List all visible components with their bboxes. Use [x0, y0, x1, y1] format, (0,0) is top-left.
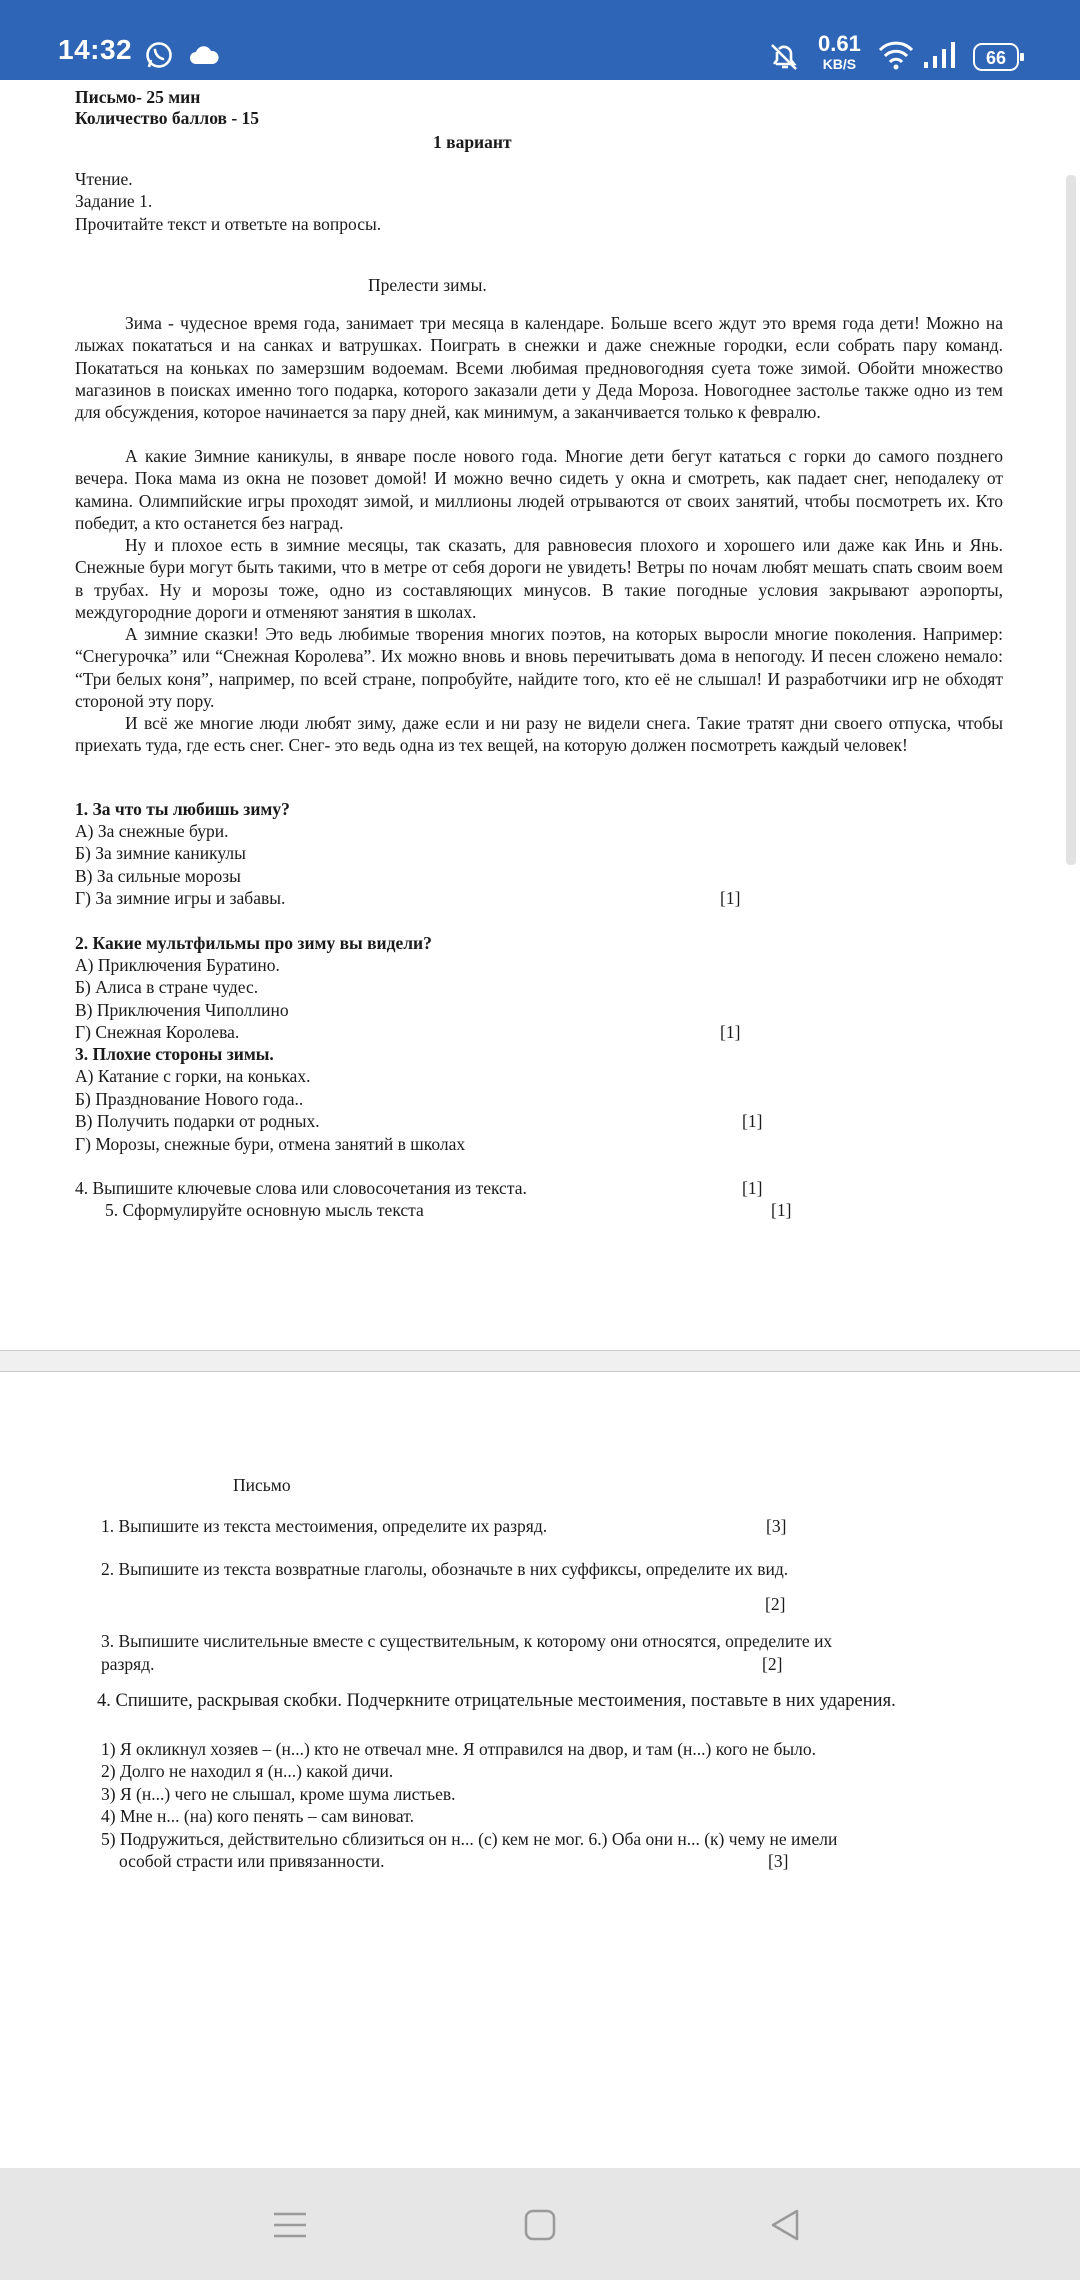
section-reading: Чтение.: [75, 169, 133, 189]
header-time: Письмо- 25 мин: [75, 87, 201, 107]
document-page-2[interactable]: [0, 1372, 1080, 2168]
paragraph-4: А зимние сказки! Это ведь любимые творения многих поэтов, на которых выросли многие поколения. Например: “Снегурочка” или “Снежная Королева”. Их можно вновь и вновь перечитывать дома в непогоду. И песен сложено немало: “Три белых коня”, например, по всей стране, попробуйте, найдите того, кто её не слышал! И разработчики игр не обходят стороной эту пору.: [75, 624, 1003, 711]
question-1: 1. За что ты любишь зиму?: [75, 799, 290, 819]
speed-value: 0.61: [818, 31, 861, 56]
q1-option-c: В) За сильные морозы: [75, 866, 241, 886]
task-label: Задание 1.: [75, 191, 153, 211]
page-separator: [0, 1351, 1080, 1372]
q3-option-c: В) Получить подарки от родных.: [75, 1111, 320, 1131]
document-page-1[interactable]: [0, 80, 1080, 1351]
network-speed: [818, 31, 861, 74]
q1-score: [1]: [720, 888, 741, 908]
battery-icon: 66: [973, 43, 1019, 71]
cloud-icon: [188, 44, 220, 71]
mute-icon: [766, 40, 802, 77]
question-4: 4. Выпишите ключевые слова или словосочетания из текста.: [75, 1178, 527, 1198]
status-bar: [0, 0, 1080, 80]
q1-option-b: Б) За зимние каникулы: [75, 843, 246, 863]
q4-score: [1]: [742, 1178, 763, 1198]
paragraph-3: Ну и плохое есть в зимние месяцы, так сказать, для равновесия плохого и хорошего или даже как Инь и Янь. Снежные бури могут быть такими, что в метре от себя дороги не увидеть! Ветры по ночам любят мешать спать своим воем в трубах. Ну и морозы тоже, одно из составляющих минусов. В такие погодные условия закрывают аэропорты, междугородние дороги и отменяют занятия в школах.: [75, 535, 1003, 622]
writing-task-3-cont: разряд.: [101, 1654, 155, 1674]
sentence-2: 2) Долго не находил я (н...) какой дичи.: [101, 1761, 394, 1781]
q2-score: [1]: [720, 1022, 741, 1042]
instruction: Прочитайте текст и ответьте на вопросы.: [75, 214, 382, 234]
wifi-icon: [878, 40, 914, 75]
paragraph-5: И всё же многие люди любят зиму, даже если и ни разу не видели снега. Такие тратят дни своего отпуска, чтобы приехать туда, где есть снег. Снег- это ведь одна из тех вещей, на которую должен посмотреть каждый человек!: [75, 713, 1003, 756]
writing-task-2-score: [2]: [765, 1594, 786, 1614]
q3-option-a: А) Катание с горки, на коньках.: [75, 1066, 311, 1086]
header-points: Количество баллов - 15: [75, 108, 260, 128]
q2-option-d: Г) Снежная Королева.: [75, 1022, 240, 1042]
home-icon[interactable]: [515, 2200, 565, 2250]
speed-unit: KB/S: [822, 56, 857, 72]
status-time: 14:32: [58, 34, 133, 65]
writing-task-1: 1. Выпишите из текста местоимения, определите их разряд.: [101, 1516, 548, 1536]
variant-title: 1 вариант: [433, 132, 512, 152]
back-icon[interactable]: [760, 2200, 810, 2250]
q3-option-b: Б) Празднование Нового года..: [75, 1089, 304, 1109]
q2-option-c: В) Приключения Чиполлино: [75, 1000, 289, 1020]
sentence-4: 4) Мне н... (на) кого пенять – сам виноват.: [101, 1806, 414, 1826]
paragraph-1: Зима - чудесное время года, занимает три месяца в календаре. Больше всего ждут это время года дети! Можно на лыжах покататься и на санках и ватрушках. Поиграть в снежки и даже снежные городки, если собрать пару команд. Покататься на коньках по замерзшим водоемам. Всеми любимая предновогодняя суета тоже зимой. Обойти множество магазинов в поисках именно того подарка, которого заказали дети у Деда Мороза. Новогоднее застолье также одно из тем для обсуждения, которое начинается за пару дней, как минимум, а заканчивается только к февралю.: [75, 313, 1003, 423]
writing-title: Письмо: [233, 1475, 291, 1495]
scrollbar[interactable]: [1066, 175, 1076, 865]
sentence-1: 1) Я окликнул хозяев – (н...) кто не отвечал мне. Я отправился на двор, и там (н...) кого не было.: [101, 1739, 816, 1759]
question-3: 3. Плохие стороны зимы.: [75, 1044, 274, 1064]
writing-task-2: 2. Выпишите из текста возвратные глаголы, обозначьте в них суффиксы, определите их вид.: [101, 1559, 789, 1579]
whatsapp-icon: [144, 40, 174, 75]
writing-task-4: 4. Спишите, раскрывая скобки. Подчеркните отрицательные местоимения, поставьте в них ударения.: [97, 1691, 896, 1711]
q5-score: [1]: [771, 1200, 792, 1220]
sentence-5-cont: особой страсти или привязанности.: [119, 1851, 385, 1871]
sentence-5: 5) Подружиться, действительно сблизиться он н... (с) кем не мог. 6.) Оба они н... (к) чему не имели: [101, 1829, 838, 1849]
writing-task-3: 3. Выпишите числительные вместе с существительным, к которому они относятся, определите их: [101, 1631, 833, 1651]
paragraph-2: А какие Зимние каникулы, в январе после нового года. Многие дети бегут кататься с горки до самого позднего вечера. Пока мама из окна не позовет домой! И можно вечно сидеть у окна и смотреть, как падает снег, неподалеку от камина. Олимпийские игры проходят зимой, и миллионы людей отрываются от своих занятий, чтобы посмотреть их. Кто победит, а кто останется без наград.: [75, 446, 1003, 533]
navigation-bar: [0, 2168, 1080, 2280]
menu-icon[interactable]: [265, 2200, 315, 2250]
writing-task-3-score: [2]: [762, 1654, 783, 1674]
writing-task-1-score: [3]: [766, 1516, 787, 1536]
q3-option-d: Г) Морозы, снежные бури, отмена занятий в школах: [75, 1134, 466, 1154]
question-5: 5. Сформулируйте основную мысль текста: [105, 1200, 424, 1220]
signal-icon: [922, 40, 958, 75]
question-2: 2. Какие мультфильмы про зиму вы видели?: [75, 933, 432, 953]
q3-score: [1]: [742, 1111, 763, 1131]
q2-option-b: Б) Алиса в стране чудес.: [75, 977, 259, 997]
writing-final-score: [3]: [768, 1851, 789, 1871]
q1-option-a: А) За снежные бури.: [75, 821, 229, 841]
q1-option-d: Г) За зимние игры и забавы.: [75, 888, 286, 908]
sentence-3: 3) Я (н...) чего не слышал, кроме шума листьев.: [101, 1784, 456, 1804]
story-title: Прелести зимы.: [368, 275, 487, 295]
q2-option-a: А) Приключения Буратино.: [75, 955, 280, 975]
